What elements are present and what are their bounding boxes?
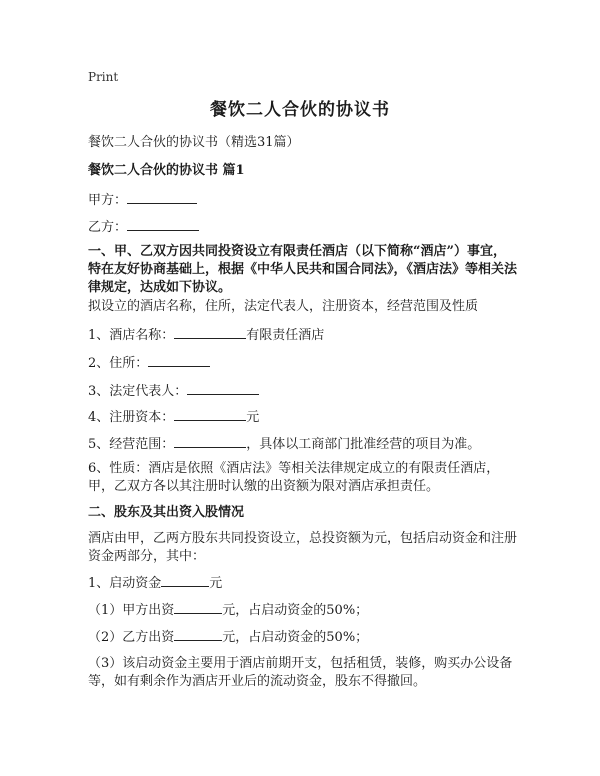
startup-party-b-line <box>88 628 518 647</box>
startup-usage-text: （3）该启动资金主要用于酒店前期开支，包括租赁，装修，购买办公设备等，如有剩余作为酒店开业后的流动资金，股东不得撤回。 <box>88 656 513 689</box>
item-nature: 6、性质：酒店是依照《酒店法》等相关法律规定成立的有限责任酒店，甲，乙双方各以其注册时认缴的出资额为限对酒店承担责任。 <box>88 461 500 494</box>
party-b-blank <box>127 218 199 231</box>
item-hotel-name <box>88 326 518 345</box>
startup-a-blank <box>174 601 222 614</box>
startup-b-blank <box>174 628 222 641</box>
intro-line: 拟设立的酒店名称，住所，法定代表人，注册资本，经营范围及性质 <box>88 299 479 314</box>
document-title: 餐饮二人合伙的协议书 <box>210 100 390 120</box>
hotel-name-label: 1、酒店名称： <box>88 328 175 343</box>
startup-b-suffix: 元，占启动资金的50%； <box>222 630 369 645</box>
item-legal-rep <box>88 382 518 401</box>
capital-blank <box>174 408 246 421</box>
party-b-label: 乙方： <box>88 220 128 235</box>
scope-blank <box>174 435 246 448</box>
party-a-blank <box>127 191 197 204</box>
startup-party-a-line <box>88 601 518 620</box>
legal-rep-label: 3、法定代表人： <box>88 384 188 399</box>
legal-rep-blank <box>187 382 259 395</box>
startup-b-prefix: （2）乙方出资 <box>88 630 175 645</box>
startup-a-prefix: （1）甲方出资 <box>88 603 175 618</box>
document-subtitle: 餐饮二人合伙的协议书（精选31篇） <box>88 135 300 150</box>
scope-suffix: ，具体以工商部门批准经营的项目为准。 <box>246 437 481 452</box>
item-capital <box>88 408 518 427</box>
startup-funds-suffix: 元 <box>209 576 223 591</box>
hotel-name-blank <box>174 326 246 339</box>
clause-2-heading: 二、股东及其出资入股情况 <box>88 505 245 520</box>
scope-label: 5、经营范围： <box>88 437 175 452</box>
party-a-label: 甲方： <box>88 193 128 208</box>
capital-label: 4、注册资本： <box>88 410 175 425</box>
startup-funds-label: 1、启动资金 <box>88 576 162 591</box>
item-address <box>88 354 518 373</box>
startup-funds-blank <box>161 574 209 587</box>
clause-1-heading: 一、甲、乙双方因共同投资设立有限责任酒店（以下简称“酒店”）事宜，特在友好协商基础上，根据《中华人民共和国合同法》，《酒店法》等相关法律规定，达成如下协议。 <box>88 244 518 295</box>
startup-funds-line <box>88 574 518 593</box>
address-label: 2、住所： <box>88 356 149 371</box>
capital-suffix: 元 <box>246 410 260 425</box>
party-b-line <box>88 218 518 237</box>
startup-a-suffix: 元，占启动资金的50%； <box>222 603 369 618</box>
address-blank <box>148 354 210 367</box>
item-scope <box>88 435 518 454</box>
clause-2-text: 酒店由甲，乙两方股东共同投资设立，总投资额为元，包括启动资金和注册资金两部分，其中： <box>88 531 518 564</box>
party-a-line <box>88 191 518 210</box>
print-label[interactable]: Print <box>88 70 119 84</box>
section-heading: 餐饮二人合伙的协议书 篇1 <box>88 163 245 178</box>
hotel-name-suffix: 有限责任酒店 <box>246 328 325 343</box>
